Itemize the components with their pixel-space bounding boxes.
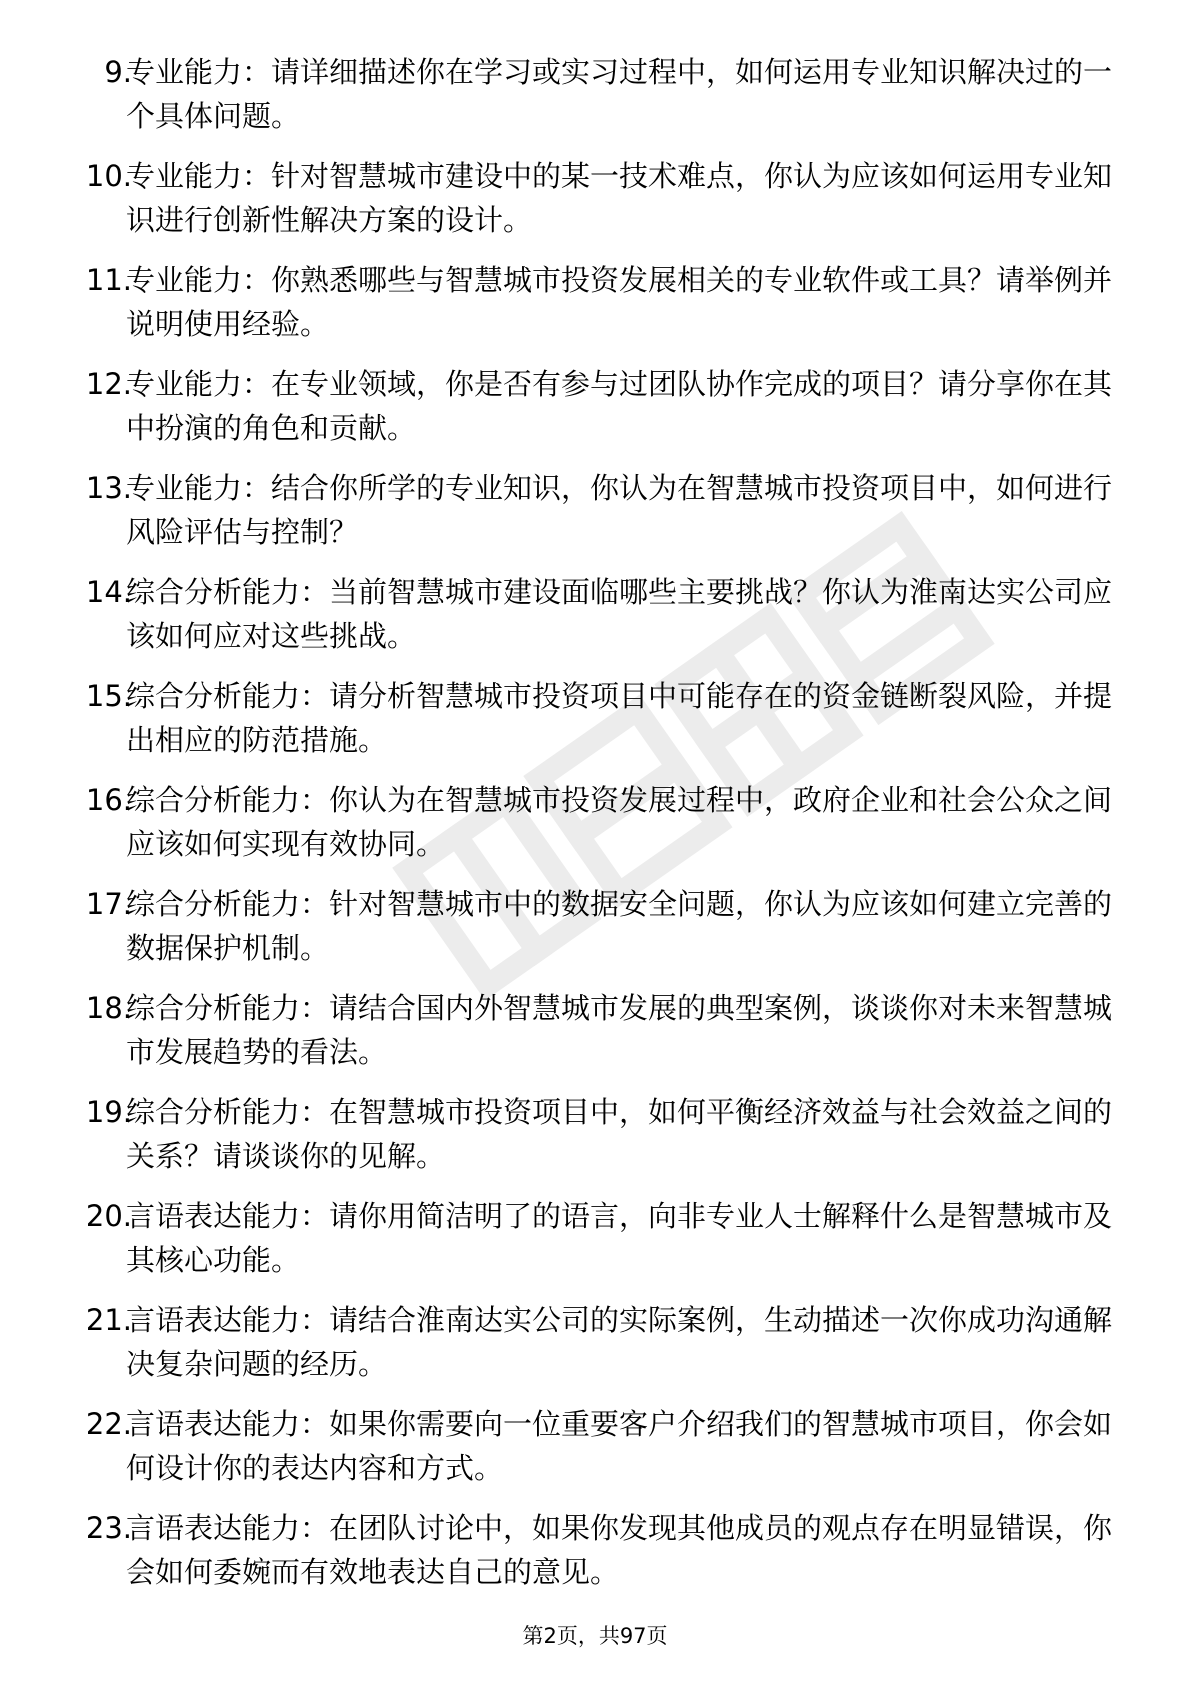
question-number: 14. — [85, 575, 132, 609]
question-item — [0, 1298, 1190, 1402]
question-number: 22. — [85, 1407, 132, 1441]
question-number: 23. — [85, 1511, 132, 1545]
question-text: 言语表达能力：在团队讨论中，如果你发现其他成员的观点存在明显错误，你会如何委婉而有效地表达自己的意见。 — [126, 1511, 1113, 1589]
question-text: 专业能力：你熟悉哪些与智慧城市投资发展相关的专业软件或工具？请举例并说明使用经验。 — [126, 263, 1113, 341]
question-item — [0, 674, 1190, 778]
question-text: 综合分析能力：当前智慧城市建设面临哪些主要挑战？你认为淮南达实公司应该如何应对这些挑战。 — [126, 575, 1113, 653]
question-number: 20. — [85, 1199, 132, 1233]
question-text: 综合分析能力：针对智慧城市中的数据安全问题，你认为应该如何建立完善的数据保护机制。 — [126, 887, 1113, 965]
question-text: 综合分析能力：你认为在智慧城市投资发展过程中，政府企业和社会公众之间应该如何实现有效协同。 — [126, 783, 1113, 861]
question-number: 18. — [85, 991, 132, 1025]
question-text: 专业能力：针对智慧城市建设中的某一技术难点，你认为应该如何运用专业知识进行创新性解决方案的设计。 — [126, 159, 1113, 237]
question-number: 19. — [85, 1095, 132, 1129]
question-number: 15. — [85, 679, 132, 713]
page-number: 第2页，共97页 — [522, 1624, 668, 1648]
question-item — [0, 1194, 1190, 1298]
question-item — [0, 778, 1190, 882]
question-item — [0, 570, 1190, 674]
question-item — [0, 882, 1190, 986]
question-list — [0, 50, 1190, 1610]
question-item — [0, 1402, 1190, 1506]
question-number: 9. — [104, 55, 132, 89]
question-number: 11. — [85, 263, 132, 297]
question-text: 言语表达能力：请结合淮南达实公司的实际案例，生动描述一次你成功沟通解决复杂问题的经历。 — [126, 1303, 1113, 1381]
question-number: 21. — [85, 1303, 132, 1337]
question-number: 13. — [85, 471, 132, 505]
question-number: 17. — [85, 887, 132, 921]
question-text: 综合分析能力：请结合国内外智慧城市发展的典型案例，谈谈你对未来智慧城市发展趋势的看法。 — [126, 991, 1113, 1069]
question-item — [0, 50, 1190, 154]
question-text: 言语表达能力：如果你需要向一位重要客户介绍我们的智慧城市项目，你会如何设计你的表达内容和方式。 — [126, 1407, 1113, 1485]
question-number: 10. — [85, 159, 132, 193]
question-number: 12. — [85, 367, 132, 401]
question-item — [0, 1506, 1190, 1610]
question-text: 专业能力：结合你所学的专业知识，你认为在智慧城市投资项目中，如何进行风险评估与控制？ — [126, 471, 1113, 549]
question-item — [0, 154, 1190, 258]
question-text: 专业能力：在专业领域，你是否有参与过团队协作完成的项目？请分享你在其中扮演的角色和贡献。 — [126, 367, 1113, 445]
question-text: 专业能力：请详细描述你在学习或实习过程中，如何运用专业知识解决过的一个具体问题。 — [126, 55, 1113, 133]
question-item — [0, 986, 1190, 1090]
question-text: 综合分析能力：在智慧城市投资项目中，如何平衡经济效益与社会效益之间的关系？请谈谈你的见解。 — [126, 1095, 1113, 1173]
question-text: 言语表达能力：请你用简洁明了的语言，向非专业人士解释什么是智慧城市及其核心功能。 — [126, 1199, 1113, 1277]
question-item — [0, 1090, 1190, 1194]
question-item — [0, 466, 1190, 570]
question-item — [0, 258, 1190, 362]
question-number: 16. — [85, 783, 132, 817]
question-item — [0, 362, 1190, 466]
question-text: 综合分析能力：请分析智慧城市投资项目中可能存在的资金链断裂风险，并提出相应的防范措施。 — [126, 679, 1113, 757]
